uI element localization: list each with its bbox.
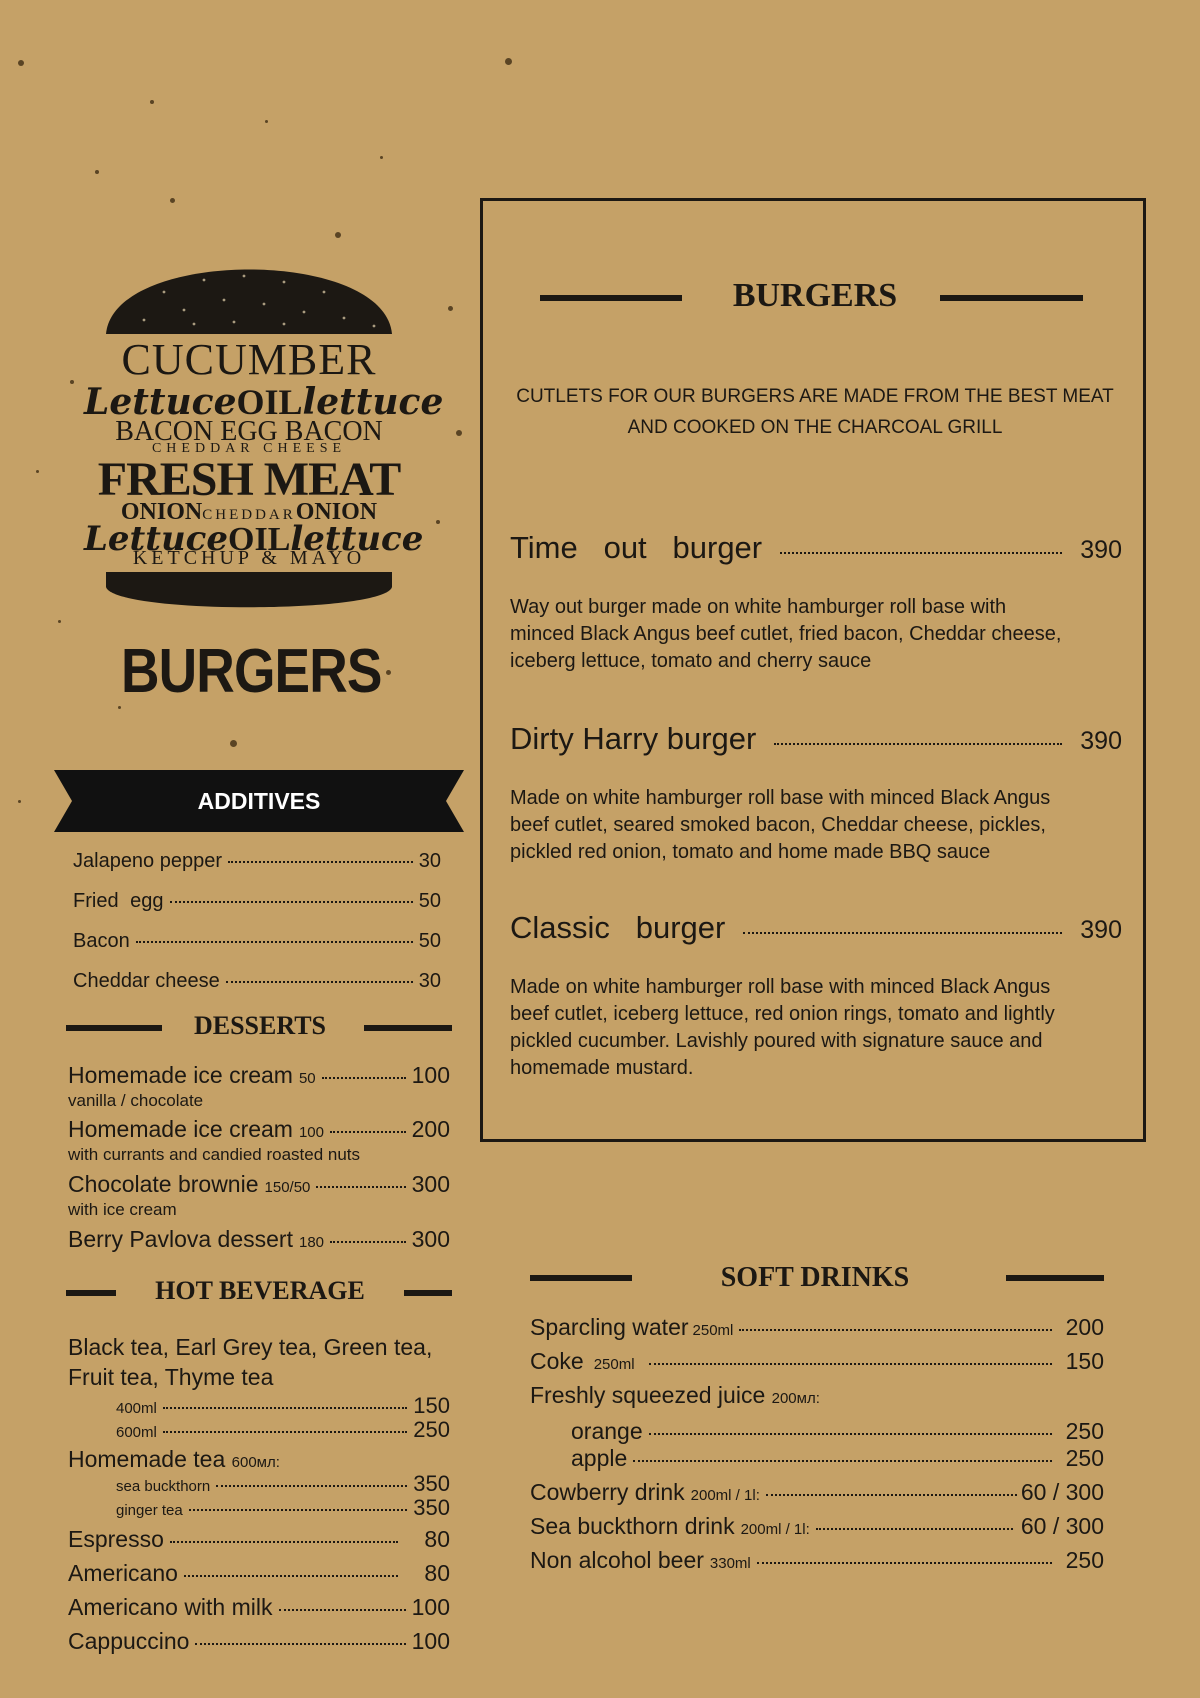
item-price: 200 xyxy=(1065,1314,1104,1340)
item-name: Homemade tea xyxy=(68,1446,226,1472)
soft-drink-item xyxy=(530,1314,1104,1341)
item-name: Coke xyxy=(530,1348,584,1374)
additive-item xyxy=(73,930,441,953)
item-price: 150 xyxy=(413,1393,450,1418)
dot-leader xyxy=(189,1509,408,1511)
item-price: 200 xyxy=(411,1116,450,1142)
word-cucumber: CUCUMBER xyxy=(121,335,377,384)
dessert-item xyxy=(68,1226,450,1253)
dot-leader xyxy=(163,1407,407,1409)
homemade-tea-item xyxy=(116,1495,450,1521)
item-name: Berry Pavlova dessert xyxy=(68,1226,293,1252)
dot-leader xyxy=(780,552,1062,554)
tea-size-item xyxy=(116,1417,450,1443)
item-name: Classic burger xyxy=(510,910,726,945)
additive-item xyxy=(73,890,441,913)
burger-illustration xyxy=(84,262,444,612)
heading-rule xyxy=(404,1290,452,1296)
item-name: Freshly squeezed juice xyxy=(530,1382,766,1408)
hot-beverage-title: HOT BEVERAGE xyxy=(155,1276,365,1305)
word-lettuce: lettuce xyxy=(302,381,444,423)
item-name: Sea buckthorn drink xyxy=(530,1513,735,1539)
burger-item xyxy=(510,530,1122,566)
item-price: 100 xyxy=(411,1628,450,1654)
item-size: 200ml / 1l: xyxy=(740,1521,810,1538)
heading-rule xyxy=(364,1025,452,1031)
soft-drink-item xyxy=(530,1479,1104,1506)
item-price: 250 xyxy=(413,1417,450,1442)
tea-size-item xyxy=(116,1393,450,1419)
dot-leader xyxy=(136,941,413,943)
item-size: 180 xyxy=(298,1234,325,1251)
soft-drink-item xyxy=(530,1547,1104,1574)
soft-drink-item xyxy=(530,1513,1104,1540)
dot-leader xyxy=(330,1241,406,1243)
beverage-item xyxy=(68,1526,450,1553)
item-price: 250 xyxy=(1065,1445,1104,1471)
word-onion: ONION xyxy=(120,499,203,525)
dot-leader xyxy=(279,1609,406,1611)
tea-list-line: Fruit tea, Thyme tea xyxy=(68,1364,274,1390)
soft-drink-item xyxy=(530,1348,1104,1375)
word-egg: EGG xyxy=(220,416,278,447)
item-name: sea buckthorn xyxy=(116,1478,211,1495)
item-price: 60 / 300 xyxy=(1020,1479,1104,1505)
item-size: 330ml xyxy=(709,1555,751,1572)
word-row-lettuce-oil xyxy=(84,381,444,423)
dot-leader xyxy=(316,1186,405,1188)
item-name: Americano with milk xyxy=(68,1594,273,1620)
item-price: 50 xyxy=(418,890,441,912)
word-fresh-meat: FRESH MEAT xyxy=(97,453,401,506)
word-bacon: BACON xyxy=(284,416,383,447)
burgers-intro: AND COOKED ON THE CHARCOAL GRILL xyxy=(627,417,1003,438)
item-price: 150 xyxy=(1065,1348,1104,1374)
item-name: Espresso xyxy=(68,1526,164,1552)
item-note: vanilla / chocolate xyxy=(68,1091,204,1110)
item-size: 100 xyxy=(298,1124,324,1141)
item-size: 200мл: xyxy=(771,1390,820,1407)
item-name: Cappuccino xyxy=(68,1628,190,1654)
dessert-item xyxy=(68,1171,450,1198)
homemade-tea-item xyxy=(116,1471,450,1497)
dessert-item xyxy=(68,1062,450,1089)
item-name: 400ml xyxy=(116,1400,157,1417)
tea-list-line: Black tea, Earl Grey tea, Green tea, xyxy=(68,1334,433,1360)
item-price: 80 xyxy=(424,1560,450,1586)
word-oil: OIL xyxy=(228,521,291,558)
dessert-item xyxy=(68,1116,450,1143)
burger-description xyxy=(510,974,1055,1082)
juice-heading xyxy=(530,1382,820,1409)
heading-rule xyxy=(940,295,1083,301)
heading-rule xyxy=(1006,1275,1104,1281)
item-size: 200ml / 1l: xyxy=(690,1487,760,1504)
soft-drinks-title: SOFT DRINKS xyxy=(720,1262,910,1293)
hero-title: BURGERS xyxy=(121,637,382,706)
dot-leader xyxy=(774,743,1062,745)
item-size: 250ml xyxy=(692,1322,734,1339)
item-price: 100 xyxy=(411,1062,450,1088)
item-price: 390 xyxy=(1080,727,1122,755)
description-line: beef cutlet, iceberg lettuce, red onion rings, tomato and lightly xyxy=(510,1003,1055,1025)
item-price: 60 / 300 xyxy=(1020,1513,1104,1539)
item-name: orange xyxy=(571,1418,643,1444)
additives-title: ADDITIVES xyxy=(197,788,321,814)
item-size: 600мл: xyxy=(231,1454,280,1471)
dot-leader xyxy=(216,1485,407,1487)
heading-rule xyxy=(66,1290,116,1296)
description-line: iceberg lettuce, tomato and cherry sauce xyxy=(510,650,872,672)
word-bacon: BACON xyxy=(115,416,214,447)
item-price: 300 xyxy=(411,1171,450,1197)
dot-leader xyxy=(633,1460,1051,1462)
heading-rule xyxy=(530,1275,632,1281)
dot-leader xyxy=(195,1643,405,1645)
juice-item xyxy=(571,1418,1104,1445)
item-price: 100 xyxy=(411,1594,450,1620)
description-line: Made on white hamburger roll base with minced Black Angus xyxy=(510,976,1051,998)
desserts-title: DESSERTS xyxy=(193,1011,327,1040)
item-price: 80 xyxy=(424,1526,450,1552)
item-name: ginger tea xyxy=(116,1502,183,1519)
dot-leader xyxy=(739,1329,1051,1331)
item-name: Americano xyxy=(68,1560,178,1586)
item-price: 350 xyxy=(413,1471,450,1496)
item-note: with ice cream xyxy=(68,1200,177,1219)
item-price: 50 xyxy=(418,930,441,952)
word-lettuce: Lettuce xyxy=(84,381,237,423)
item-name: Dirty Harry burger xyxy=(510,721,757,756)
item-size: 250ml xyxy=(593,1356,635,1373)
word-cheddar-cheese: CHEDDAR CHEESE xyxy=(151,441,347,456)
word-cheddar: CHEDDAR xyxy=(202,507,296,523)
heading-rule xyxy=(66,1025,162,1031)
word-ketchup-mayo: KETCHUP & MAYO xyxy=(132,547,366,569)
dot-leader xyxy=(228,861,413,863)
item-name: Cowberry drink xyxy=(530,1479,685,1505)
item-name: Time out burger xyxy=(510,530,763,565)
item-name: Bacon xyxy=(73,930,130,952)
word-lettuce: Lettuce xyxy=(84,519,229,559)
item-price: 250 xyxy=(1065,1418,1104,1444)
dot-leader xyxy=(757,1562,1052,1564)
item-name: Chocolate brownie xyxy=(68,1171,259,1197)
burger-description xyxy=(510,594,1061,675)
beverage-item xyxy=(68,1560,450,1587)
description-line: pickled red onion, tomato and home made BBQ sauce xyxy=(510,841,991,863)
dot-leader xyxy=(330,1131,406,1133)
item-price: 390 xyxy=(1080,536,1122,564)
item-name: Fried egg xyxy=(73,890,164,912)
burgers-intro: CUTLETS FOR OUR BURGERS ARE MADE FROM THE BEST MEAT xyxy=(516,386,1114,407)
item-size: 150/50 xyxy=(264,1179,311,1196)
word-oil: OIL xyxy=(236,382,303,422)
additive-item xyxy=(73,850,441,873)
item-price: 30 xyxy=(418,850,441,872)
dot-leader xyxy=(184,1575,398,1577)
item-name: apple xyxy=(571,1445,628,1471)
item-name: Cheddar cheese xyxy=(73,970,220,992)
homemade-tea-heading xyxy=(68,1446,280,1473)
juice-item xyxy=(571,1445,1104,1472)
word-onion: ONION xyxy=(295,499,378,525)
item-name: Sparcling water xyxy=(530,1314,689,1340)
burger-description xyxy=(510,785,1050,866)
dot-leader xyxy=(743,932,1062,934)
dot-leader xyxy=(170,1541,399,1543)
description-line: beef cutlet, seared smoked bacon, Cheddar cheese, pickles, xyxy=(510,814,1046,836)
item-name: Homemade ice cream xyxy=(68,1116,293,1142)
dot-leader xyxy=(816,1528,1013,1530)
burger-item xyxy=(510,721,1122,757)
item-size: 50 xyxy=(298,1070,316,1087)
description-line: pickled cucumber. Lavishly poured with signature sauce and xyxy=(510,1030,1043,1052)
item-note: with currants and candied roasted nuts xyxy=(68,1145,361,1164)
item-price: 300 xyxy=(411,1226,450,1252)
item-price: 390 xyxy=(1080,916,1122,944)
dot-leader xyxy=(170,901,413,903)
burgers-title: BURGERS xyxy=(732,277,898,314)
description-line: homemade mustard. xyxy=(510,1057,694,1079)
description-line: minced Black Angus beef cutlet, fried bacon, Cheddar cheese, xyxy=(510,623,1062,645)
item-price: 250 xyxy=(1065,1547,1104,1573)
dot-leader xyxy=(226,981,413,983)
dot-leader xyxy=(322,1077,406,1079)
description-line: Way out burger made on white hamburger roll base with xyxy=(510,596,1007,618)
beverage-item xyxy=(68,1628,450,1655)
word-lettuce: lettuce xyxy=(290,519,424,559)
dot-leader xyxy=(649,1433,1052,1435)
burger-item xyxy=(510,910,1122,946)
item-price: 350 xyxy=(413,1495,450,1520)
additive-item xyxy=(73,970,441,993)
beverage-item xyxy=(68,1594,450,1621)
item-name: Non alcohol beer xyxy=(530,1547,704,1573)
item-price: 30 xyxy=(418,970,441,992)
heading-rule xyxy=(540,295,682,301)
item-name: Jalapeno pepper xyxy=(73,850,223,872)
dot-leader xyxy=(649,1363,1052,1365)
item-name: Homemade ice cream xyxy=(68,1062,293,1088)
dot-leader xyxy=(163,1431,407,1433)
description-line: Made on white hamburger roll base with minced Black Angus xyxy=(510,787,1051,809)
item-name: 600ml xyxy=(116,1424,157,1441)
dot-leader xyxy=(766,1494,1017,1496)
